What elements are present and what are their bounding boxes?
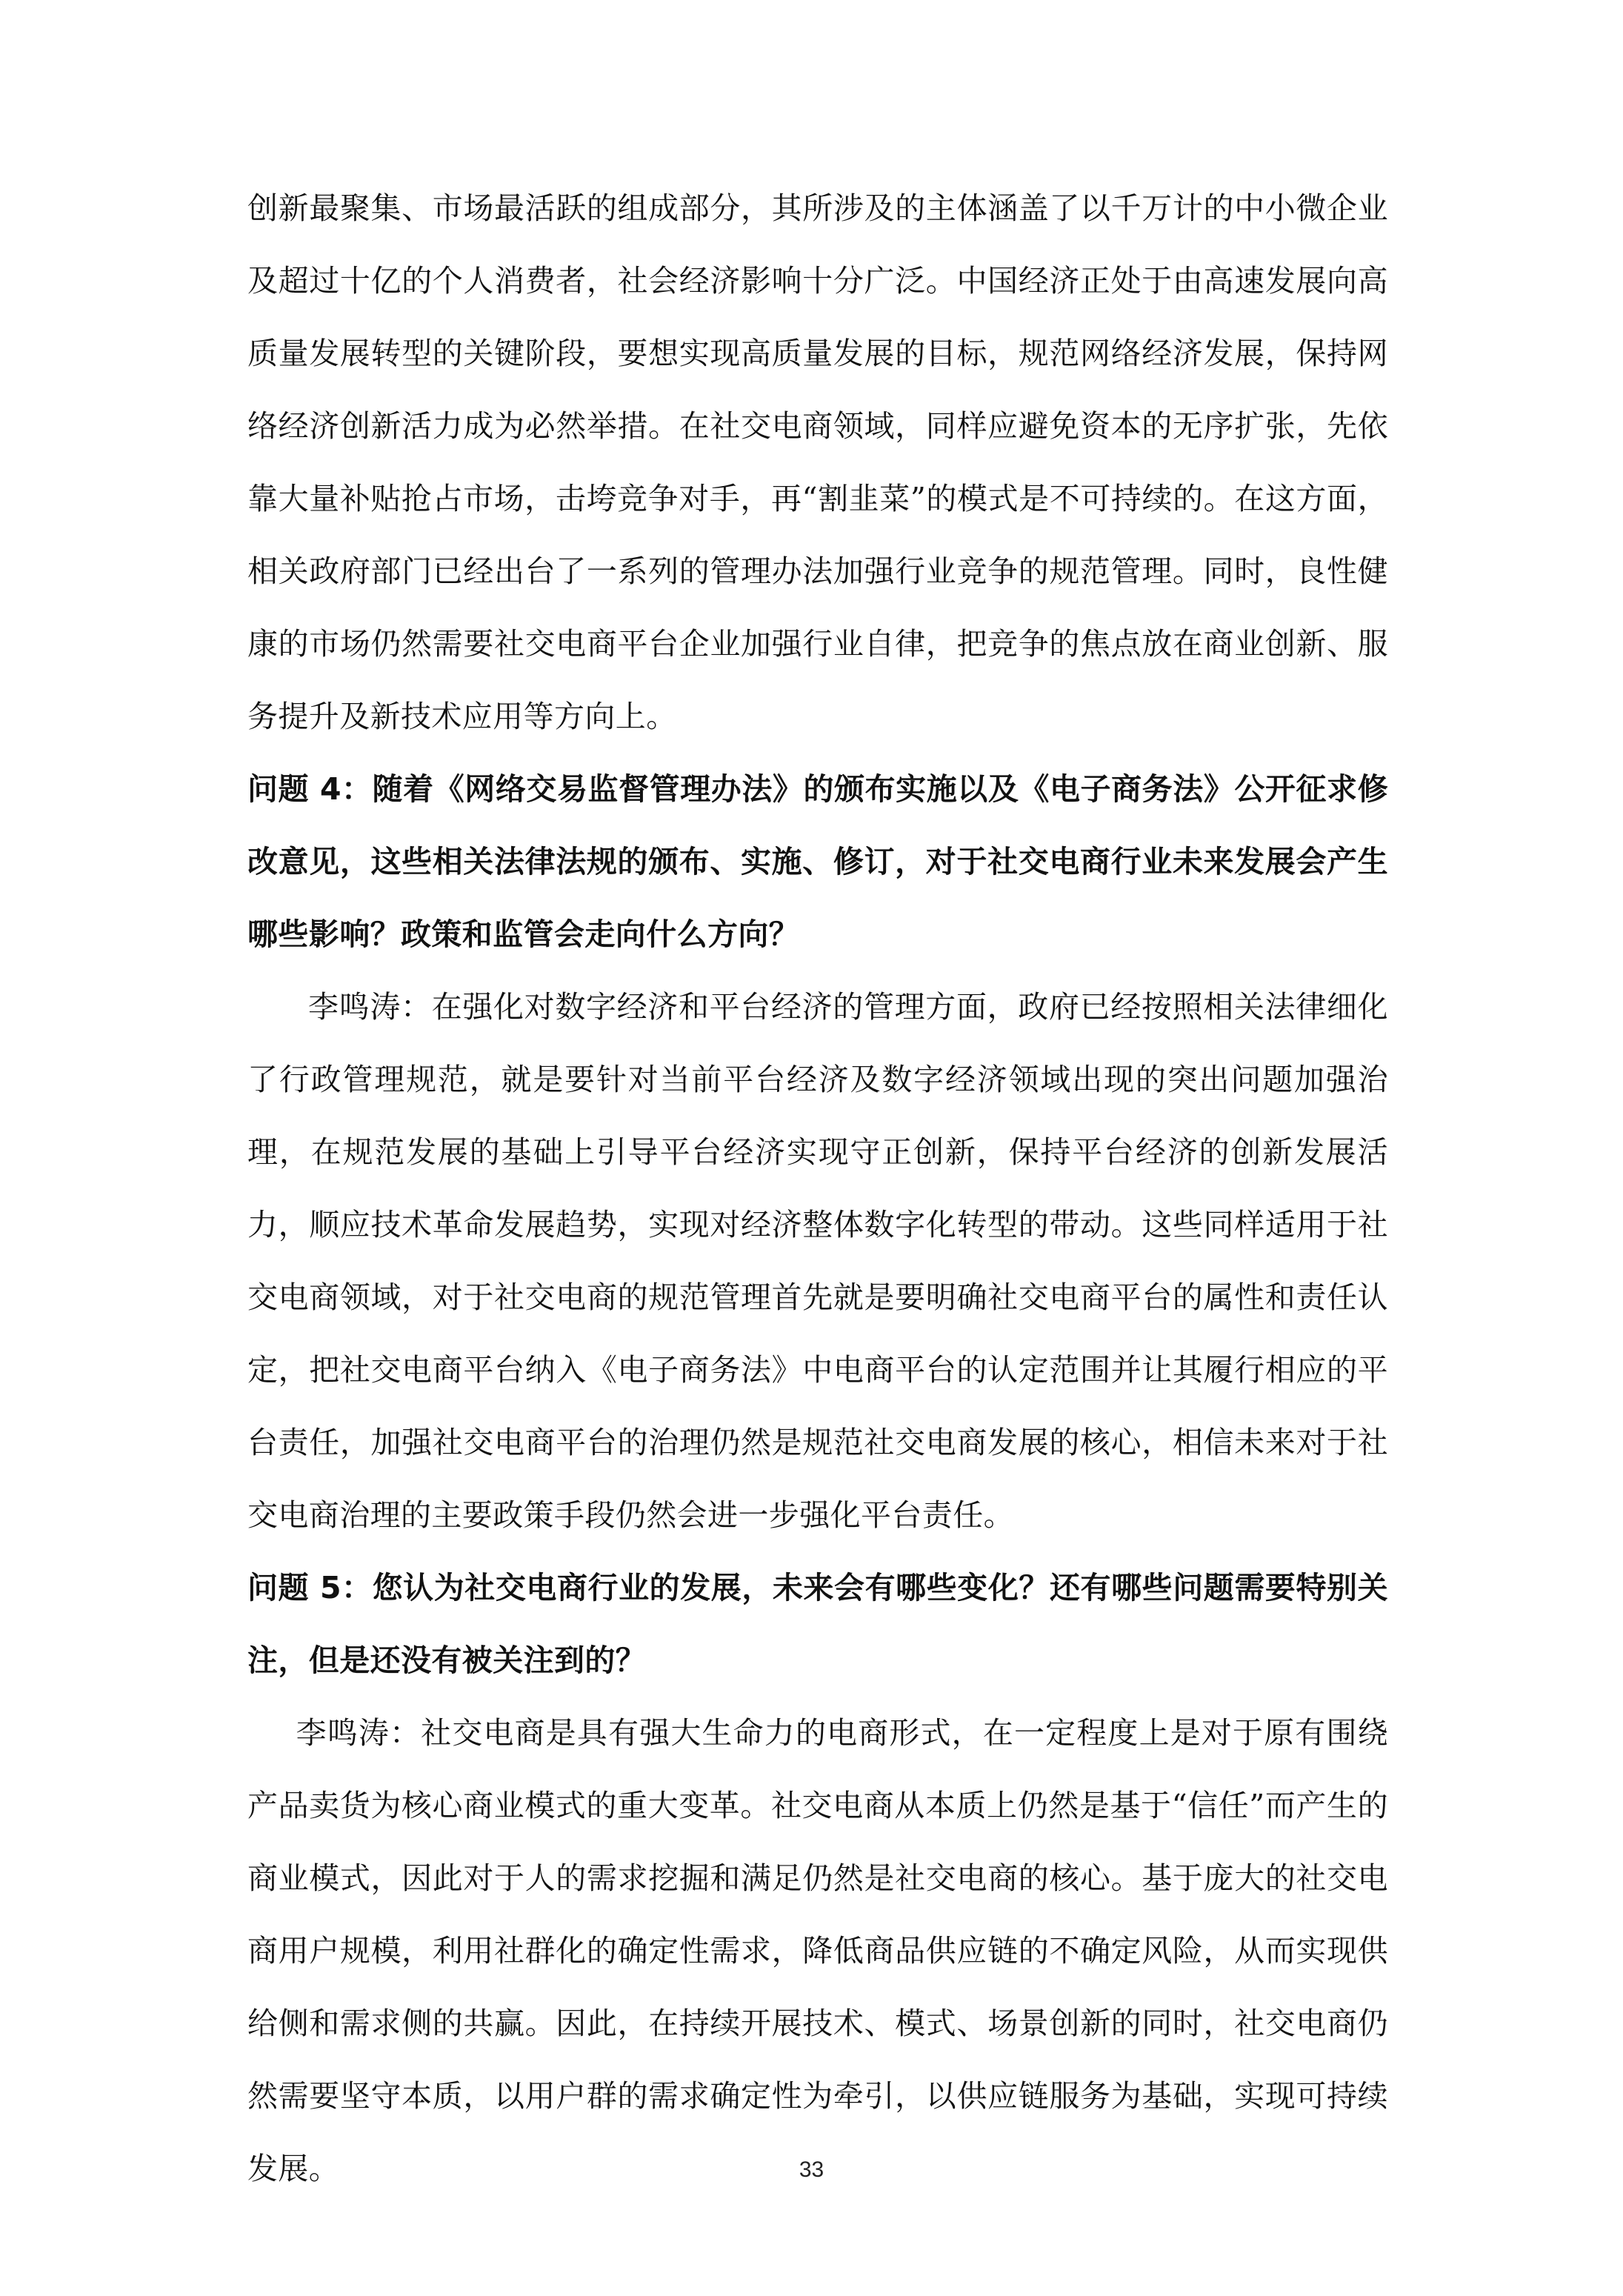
- answer-5-paragraph: 李鸣涛：社交电商是具有强大生命力的电商形式，在一定程度上是对于原有围绕产品卖货为核心商业模式的重大变革。社交电商从本质上仍然是基于“信任”而产生的商业模式，因此对于人的需求挖掘和满足仍然是社交电商的核心。基于庞大的社交电商用户规模，利用社群化的确定性需求，降低商品供应链的不确定风险，从而实现供给侧和需求侧的共赢。因此，在持续开展技术、模式、场景创新的同时，社交电商仍然需要坚守本质，以用户群的需求确定性为牵引，以供应链服务为基础，实现可持续发展。: [247, 1715, 1388, 2186]
- answer-4-paragraph: 李鸣涛：在强化对数字经济和平台经济的管理方面，政府已经按照相关法律细化了行政管理规范，就是要针对当前平台经济及数字经济领域出现的突出问题加强治理，在规范发展的基础上引导平台经济实现守正创新，保持平台经济的创新发展活力，顺应技术革命发展趋势，实现对经济整体数字化转型的带动。这些同样适用于社交电商领域，对于社交电商的规范管理首先就是要明确社交电商平台的属性和责任认定，把社交电商平台纳入《电子商务法》中电商平台的认定范围并让其履行相应的平台责任，加强社交电商平台的治理仍然是规范社交电商发展的核心，相信未来对于社交电商治理的主要政策手段仍然会进一步强化平台责任。: [247, 989, 1388, 1533]
- paragraph-continuation: 创新最聚集、市场最活跃的组成部分，其所涉及的主体涵盖了以千万计的中小微企业及超过十亿的个人消费者，社会经济影响十分广泛。中国经济正处于由高速发展向高质量发展转型的关键阶段，要想实现高质量发展的目标，规范网络经济发展，保持网络经济创新活力成为必然举措。在社交电商领域，同样应避免资本的无序扩张，先依靠大量补贴抢占市场，击垮竞争对手，再“割韭菜”的模式是不可持续的。在这方面，相关政府部门已经出台了一系列的管理办法加强行业竞争的规范管理。同时，良性健康的市场仍然需要社交电商平台企业加强行业自律，把竞争的焦点放在商业创新、服务提升及新技术应用等方向上。: [247, 190, 1388, 734]
- page-body: [247, 172, 1388, 2205]
- page-number: 33: [799, 2157, 824, 2182]
- question-5-heading: 问题 5：您认为社交电商行业的发展，未来会有哪些变化？还有哪些问题需要特别关注，但是还没有被关注到的？: [247, 1570, 1388, 1678]
- question-4-heading: 问题 4：随着《网络交易监督管理办法》的颁布实施以及《电子商务法》公开征求修改意见，这些相关法律法规的颁布、实施、修订，对于社交电商行业未来发展会产生哪些影响？政策和监管会走向什么方向？: [247, 771, 1388, 952]
